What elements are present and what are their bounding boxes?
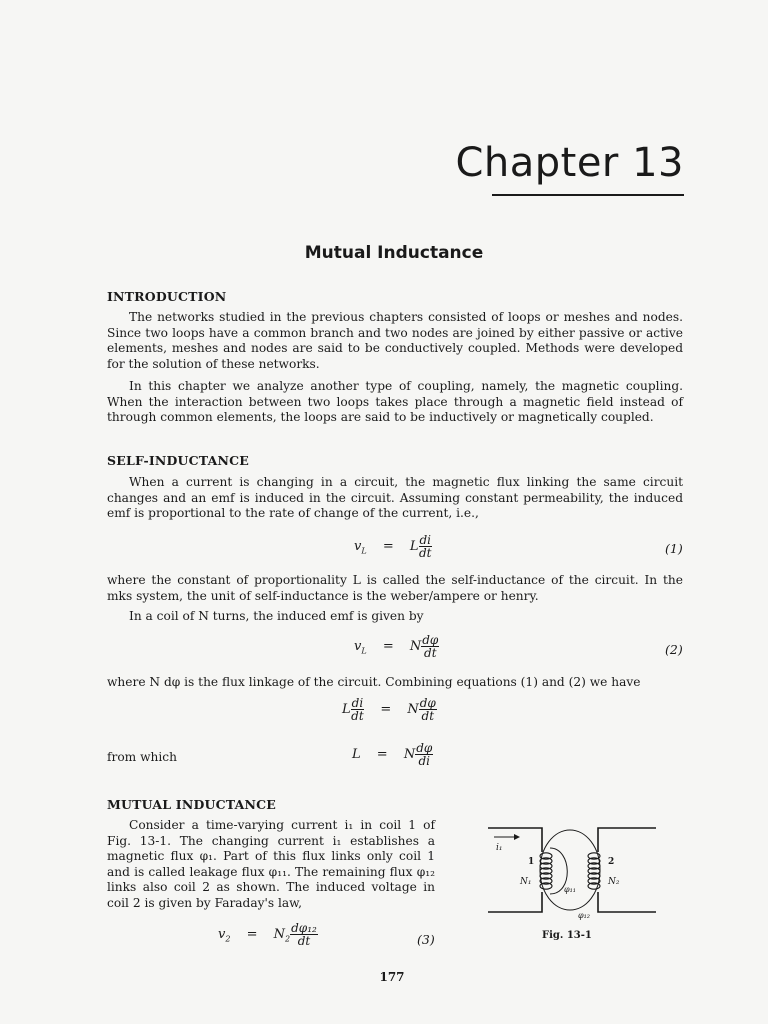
- label-n1: N₁: [520, 877, 532, 887]
- from-which-label: from which: [107, 750, 177, 764]
- equation-2-number: (2): [665, 642, 683, 657]
- current-arrow: [494, 834, 520, 840]
- self-inductance-paragraph-2: where the constant of proportionality L is called the self-inductance of the circuit. In the mks system, the unit of self-inductance is the weber/ampere or henry.: [107, 573, 683, 603]
- equation-1: $v_L = L$ $\frac{di}{dt}$: [354, 533, 432, 560]
- heading-mutual-inductance: MUTUAL INDUCTANCE: [107, 797, 276, 812]
- mutual-inductance-paragraph-1: Consider a time-varying current i₁ in coil 1 of Fig. 13-1. The changing current i₁ establishes a magnetic flux φ₁. Part of this flux links only coil 1 and is called leakage flux φ₁₁. The remaining flux φ₁₂ links also coil 2 as shown. The induced voltage in coil 2 is given by Faraday's law,: [107, 818, 435, 910]
- equation-3: L $\frac{di}{dt}$ = N $\frac{d\varphi}{dt}$: [342, 696, 436, 723]
- equation-1-number: (1): [665, 541, 683, 556]
- label-n2: N₂: [608, 877, 620, 887]
- secondary-circuit-wires: [598, 828, 656, 912]
- chapter-title: Chapter 13: [455, 140, 684, 186]
- intro-paragraph-2: In this chapter we analyze another type of coupling, namely, the magnetic coupling. When the interaction between two loops takes place through a magnetic field instead of through common elements, the loops are said to be inductively or magnetically coupled.: [107, 379, 683, 425]
- heading-self-inductance: SELF-INDUCTANCE: [107, 453, 250, 468]
- equation-2: $v_L = N$ $\frac{d\varphi}{dt}$: [354, 633, 439, 660]
- intro-paragraph-1: The networks studied in the previous chapters consisted of loops or meshes and nodes. Since two loops have a common branch and two nodes are joined by either passive or active elements, meshes and nodes are said to be conductively coupled. Methods were developed for the solution of these networks.: [107, 310, 683, 371]
- equation-4: L = N $\frac{d\varphi}{di}$: [352, 741, 433, 768]
- label-phi11: φ₁₁: [564, 885, 577, 894]
- section-title: Mutual Inductance: [304, 243, 484, 263]
- label-i1: i₁: [496, 843, 503, 853]
- primary-circuit-wires: [488, 828, 542, 912]
- page-number: 177: [379, 970, 405, 984]
- figure-caption: Fig. 13-1: [542, 930, 592, 941]
- label-coil-2: 2: [608, 857, 615, 867]
- self-inductance-paragraph-4: where N dφ is the flux linkage of the circuit. Combining equations (1) and (2) we have: [107, 675, 641, 689]
- self-inductance-paragraph-1: When a current is changing in a circuit, the magnetic flux linking the same circuit changes and an emf is induced in the circuit. Assuming constant permeability, the induced emf is proportional to the rate of change of the current, i.e.,: [107, 475, 683, 521]
- label-phi12: φ₁₂: [578, 911, 591, 920]
- equation-3-faraday: $v_2 = N_2$ $\frac{\text{dφ₁₂}}{dt}$: [218, 921, 317, 948]
- figure-13-1-diagram: [480, 818, 660, 922]
- self-inductance-paragraph-3: In a coil of N turns, the induced emf is given by: [129, 609, 424, 623]
- equation-3-faraday-number: (3): [417, 932, 435, 947]
- mutual-flux-loop: [540, 830, 600, 910]
- heading-introduction: INTRODUCTION: [107, 289, 227, 304]
- label-coil-1: 1: [528, 857, 535, 867]
- chapter-rule: [492, 194, 684, 196]
